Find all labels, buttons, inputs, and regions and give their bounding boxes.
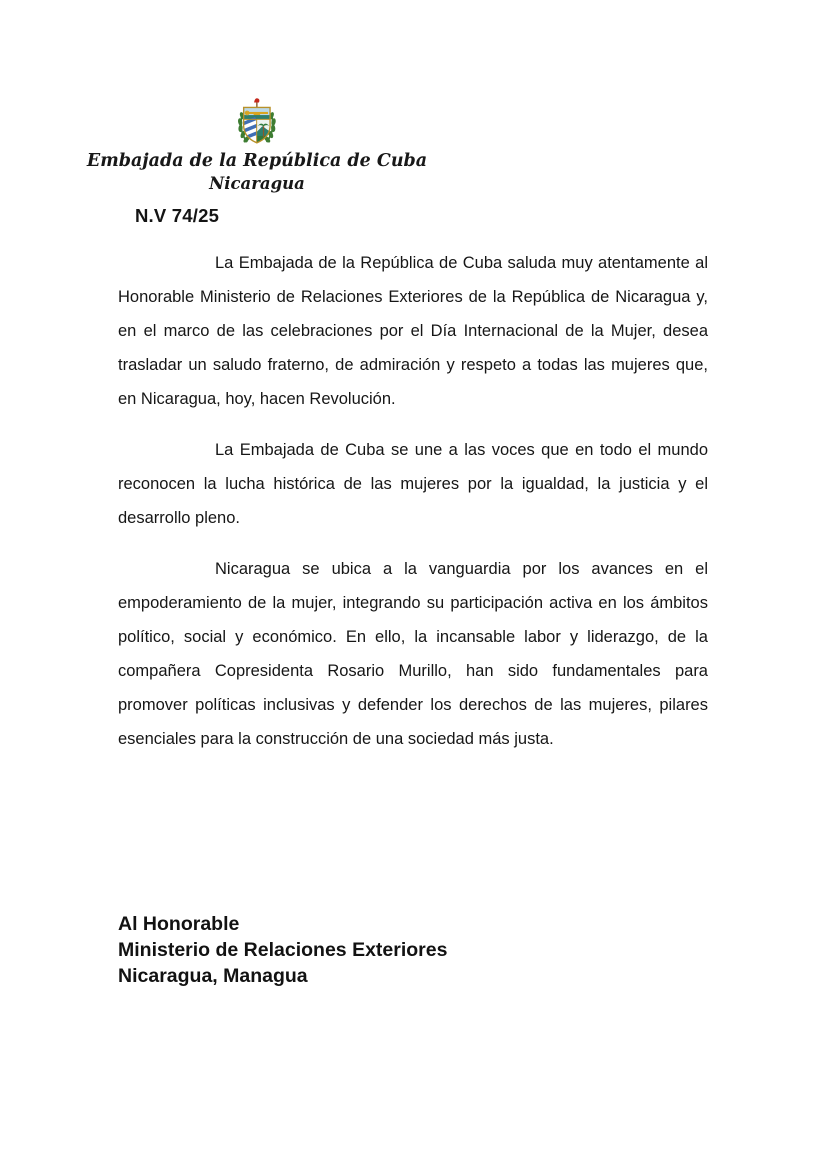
addressee-block <box>118 911 447 989</box>
embassy-name: Embajada de la República de Cuba <box>86 151 428 171</box>
phrygian-cap <box>254 98 259 102</box>
note-paragraph-2: La Embajada de Cuba se une a las voces que en todo el mundo reconocen la lucha histórica de las mujeres por la igualdad, la justicia y el desarrollo pleno. <box>118 441 708 527</box>
letterhead <box>87 97 427 194</box>
cuba-coat-of-arms-icon <box>235 97 279 147</box>
reference-number: N.V 74/25 <box>135 205 220 226</box>
sea <box>244 115 270 119</box>
note-body <box>118 246 708 773</box>
addressee-line-ministry: Ministerio de Relaciones Exteriores <box>118 939 448 961</box>
addressee-line-honorific: Al Honorable <box>118 913 240 935</box>
embassy-country: Nicaragua <box>209 174 305 193</box>
note-paragraph-1: La Embajada de la República de Cuba saluda muy atentamente al Honorable Ministerio de Relaciones Exteriores de la República de Nicaragua y, en el marco de las celebraciones por el Día Internacional de la Mujer, desea trasladar un saludo fraterno, de admiración y respeto a todas las mujeres que, en Nicaragua, hoy, hacen Revolución. <box>118 254 708 408</box>
note-paragraph-3: Nicaragua se ubica a la vanguardia por los avances en el empoderamiento de la mujer, integrando su participación activa en los ámbitos político, social y económico. En ello, la incansable labor y liderazgo, de la compañera Copresidenta Rosario Murillo, han sido fundamentales para promover políticas inclusivas y defender los derechos de las mujeres, pilares esenciales para la construcción de una sociedad más justa. <box>118 560 708 748</box>
addressee-line-city: Nicaragua, Managua <box>118 965 308 987</box>
